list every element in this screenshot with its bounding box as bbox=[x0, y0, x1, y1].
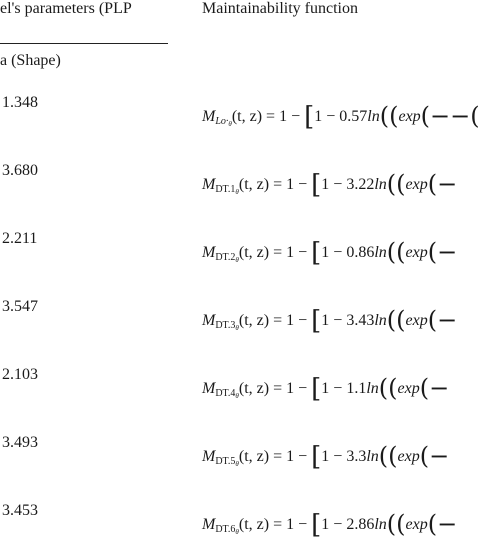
formula-parens: (( bbox=[386, 510, 406, 538]
formula-symbol: M bbox=[202, 108, 216, 125]
formula-subsubscript: θ bbox=[235, 324, 239, 332]
shape-value: 3.547 bbox=[2, 298, 38, 315]
formula-coefficient: 3.22 bbox=[346, 176, 375, 193]
formula-exp: exp bbox=[397, 380, 420, 397]
formula-one-minus: 1 − bbox=[314, 108, 340, 125]
formula-bracket: [ bbox=[311, 170, 322, 200]
formula-neg: (− bbox=[419, 374, 450, 402]
formula-symbol: M bbox=[202, 176, 216, 193]
formula-subsubscript: θ bbox=[228, 120, 232, 128]
formula-args: (t, z) = 1 − bbox=[231, 108, 305, 125]
formula-exp: exp bbox=[405, 244, 428, 261]
shape-value: 3.493 bbox=[2, 434, 38, 451]
formula-coefficient: 0.57 bbox=[339, 108, 368, 125]
formula-subscript: DT.4θ bbox=[215, 388, 239, 400]
table-row bbox=[0, 298, 474, 356]
formula-neg: (− bbox=[427, 510, 458, 538]
formula-coefficient: 2.86 bbox=[346, 516, 375, 533]
formula-args: (t, z) = 1 − bbox=[238, 380, 312, 397]
formula-exp: exp bbox=[405, 516, 428, 533]
table-row bbox=[0, 230, 474, 288]
formula-one-minus: 1 − bbox=[321, 244, 347, 261]
formula-args: (t, z) = 1 − bbox=[238, 244, 312, 261]
formula-ln: ln bbox=[374, 516, 387, 533]
formula-subscript: DT.3θ bbox=[215, 320, 239, 332]
formula-coefficient: 1.1 bbox=[346, 380, 367, 397]
formula-bracket: [ bbox=[311, 442, 322, 472]
params-column-header: el's parameters (PLP bbox=[0, 0, 132, 17]
formula-subsubscript: θ bbox=[235, 460, 239, 468]
formula-parens: (( bbox=[379, 102, 399, 130]
formula-parens: (( bbox=[386, 238, 406, 266]
formula-ln: ln bbox=[366, 448, 379, 465]
table-row bbox=[0, 502, 474, 560]
maintainability-formula bbox=[202, 374, 450, 407]
maintainability-formula bbox=[202, 442, 450, 475]
formula-coefficient: 0.86 bbox=[346, 244, 375, 261]
formula-parens: (( bbox=[386, 306, 406, 334]
formula-one-minus: 1 − bbox=[321, 380, 347, 397]
shape-subheader: a (Shape) bbox=[0, 52, 61, 69]
formula-bracket: [ bbox=[311, 306, 322, 336]
formula-neg: (− bbox=[427, 306, 458, 334]
maintainability-formula bbox=[202, 170, 458, 203]
formula-ln: ln bbox=[374, 176, 387, 193]
formula-one-minus: 1 − bbox=[321, 176, 347, 193]
maintainability-formula bbox=[202, 238, 458, 271]
formula-args: (t, z) = 1 − bbox=[238, 516, 312, 533]
table-row bbox=[0, 434, 474, 492]
formula-subscript: DT.2θ bbox=[215, 252, 239, 264]
formula-neg: (− bbox=[419, 442, 450, 470]
formula-neg: (− bbox=[427, 238, 458, 266]
formula-subsubscript: θ bbox=[235, 392, 239, 400]
formula-subscript: DT.5θ bbox=[215, 456, 239, 468]
maintainability-formula bbox=[202, 102, 480, 135]
formula-bracket: [ bbox=[311, 238, 322, 268]
formula-subscript: Lo·θ bbox=[215, 116, 232, 128]
formula-exp: exp bbox=[405, 176, 428, 193]
shape-value: 2.103 bbox=[2, 366, 38, 383]
formula-subsubscript: θ bbox=[235, 188, 239, 196]
formula-tail: −( bbox=[450, 102, 480, 130]
formula-ln: ln bbox=[374, 312, 387, 329]
formula-bracket: [ bbox=[311, 510, 322, 540]
formula-symbol: M bbox=[202, 244, 216, 261]
formula-symbol: M bbox=[202, 516, 216, 533]
formula-bracket: [ bbox=[311, 374, 322, 404]
formula-parens: (( bbox=[378, 374, 398, 402]
formula-one-minus: 1 − bbox=[321, 516, 347, 533]
formula-args: (t, z) = 1 − bbox=[238, 176, 312, 193]
header-rule bbox=[0, 43, 168, 44]
maintainability-formula bbox=[202, 306, 458, 339]
formula-bracket: [ bbox=[304, 102, 315, 132]
formula-args: (t, z) = 1 − bbox=[238, 448, 312, 465]
formula-coefficient: 3.43 bbox=[346, 312, 375, 329]
formula-args: (t, z) = 1 − bbox=[238, 312, 312, 329]
formula-exp: exp bbox=[398, 108, 421, 125]
shape-value: 1.348 bbox=[2, 94, 38, 111]
table-row bbox=[0, 94, 480, 152]
formula-coefficient: 3.3 bbox=[346, 448, 367, 465]
formula-symbol: M bbox=[202, 380, 216, 397]
shape-value: 3.453 bbox=[2, 502, 38, 519]
formula-ln: ln bbox=[374, 244, 387, 261]
table-row bbox=[0, 366, 474, 424]
formula-neg: (− bbox=[420, 102, 451, 130]
formula-subsubscript: θ bbox=[235, 528, 239, 536]
formula-one-minus: 1 − bbox=[321, 448, 347, 465]
formula-symbol: M bbox=[202, 448, 216, 465]
maintainability-formula bbox=[202, 510, 458, 543]
shape-value: 3.680 bbox=[2, 162, 38, 179]
formula-neg: (− bbox=[427, 170, 458, 198]
formula-ln: ln bbox=[366, 380, 379, 397]
formula-subscript: DT.1θ bbox=[215, 184, 239, 196]
formula-exp: exp bbox=[405, 312, 428, 329]
formula-parens: (( bbox=[378, 442, 398, 470]
maintainability-column-header: Maintainability function bbox=[202, 0, 358, 17]
formula-subscript: DT.6θ bbox=[215, 524, 239, 536]
formula-subsubscript: θ bbox=[235, 256, 239, 264]
formula-one-minus: 1 − bbox=[321, 312, 347, 329]
formula-ln: ln bbox=[367, 108, 380, 125]
formula-symbol: M bbox=[202, 312, 216, 329]
table-row bbox=[0, 162, 474, 220]
shape-value: 2.211 bbox=[2, 230, 38, 247]
formula-exp: exp bbox=[397, 448, 420, 465]
formula-parens: (( bbox=[386, 170, 406, 198]
